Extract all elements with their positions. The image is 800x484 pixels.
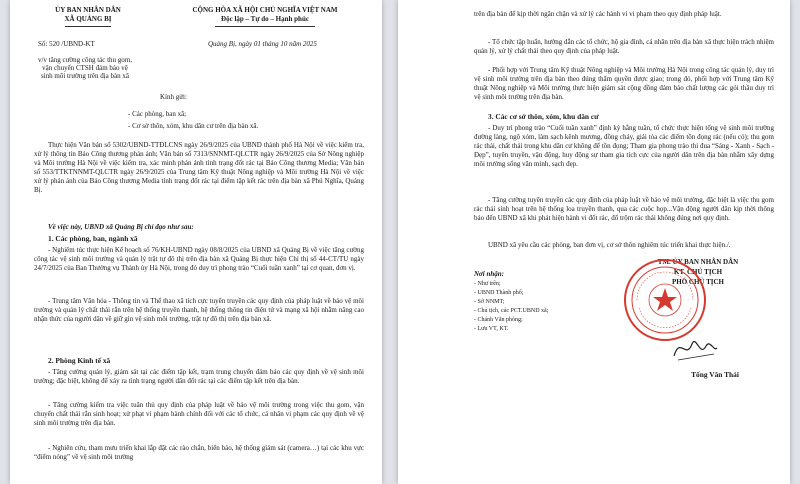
agency-name: ỦY BAN NHÂN DÂN <box>55 6 121 14</box>
signer-title-1: TM. ỦY BAN NHÂN DÂN <box>657 258 739 266</box>
nation-title: CỘNG HÒA XÃ HỘI CHỦ NGHĨA VIỆT NAM <box>192 6 338 14</box>
continued-paragraph: trên địa bàn để kịp thời ngăn chặn và xử lý các hành vi vi phạm theo quy định pháp luật. <box>474 10 722 18</box>
recipients-label: Nơi nhận: <box>474 270 505 278</box>
section-3-heading: 3. Các cơ sở thôn, xóm, khu dân cư <box>488 112 599 121</box>
section-2-paragraph-1: - Tăng cường quản lý, giám sát tại các điểm tập kết, trạm trung chuyển đảm bảo các quy định về vệ sinh môi trường; đặc biệt, không để xảy ra tình trạng người dân đốt rác tại các điểm tập kết trên địa bàn. <box>34 368 364 386</box>
recipient-item: - UBND Thành phố; <box>474 290 524 296</box>
document-date: Quảng Bị, ngày 01 tháng 10 năm 2025 <box>208 40 317 48</box>
signer-title-3: PHÓ CHỦ TỊCH <box>672 278 724 286</box>
addressee-item-2: - Cơ sở thôn, xóm, khu dân cư trên địa bàn xã. <box>128 122 259 130</box>
training-paragraph: - Tổ chức tập huấn, hướng dẫn các tổ chức, hộ gia đình, cá nhân trên địa bàn xã thực hiện trách nhiệm quản lý, xử lý chất thải theo quy định của pháp luật. <box>474 38 774 56</box>
section-2-paragraph-3: - Nghiên cứu, tham mưu triển khai lắp đặt các rào chắn, biển báo, hệ thống giám sát (camera…) tại các khu vực “điểm nóng” về vệ sinh môi trường <box>34 444 364 462</box>
handwritten-signature <box>670 330 720 368</box>
section-3-paragraph-2: - Tăng cường tuyên truyền các quy định của pháp luật về bảo vệ môi trường, đặc biệt là việc thu gom rác thải sinh hoạt trên hệ thống loa truyền thanh, qua các cuộc họp...Vận động người dân kịp thời thông báo đến UBND xã khi phát hiện hành vi đốt rác, đổ trộm rác thải không đúng nơi quy định. <box>474 196 774 223</box>
section-1-heading: 1. Các phòng, ban, ngành xã <box>48 234 138 243</box>
header-underline-right <box>215 26 315 27</box>
addressee-item-1: - Các phòng, ban xã; <box>128 110 187 118</box>
recipient-item: - Chủ tịch, các PCT.UBND xã; <box>474 308 549 314</box>
subject-line-3: sinh môi trường trên địa bàn xã <box>41 72 129 80</box>
closing-paragraph: UBND xã yêu cầu các phòng, ban đơn vị, cơ sở thôn nghiêm túc triển khai thực hiện./. <box>488 241 731 249</box>
document-number: Số: 520 /UBND-KT <box>38 40 95 48</box>
subject-line-1: v/v tăng cường công tác thu gom, <box>37 56 132 64</box>
recipient-item: - Sở NNMT; <box>474 299 505 305</box>
header-underline-left <box>65 26 111 27</box>
signer-name: Tống Văn Thái <box>691 370 739 379</box>
coordination-paragraph: - Phối hợp với Trung tâm Kỹ thuật Nông nghiệp và Môi trường Hà Nội trong công tác quản lý, duy trì vệ sinh môi trường trên địa bàn theo đúng thẩm quyền được giao; trong đó, phối hợp với Trung tâm Kỹ thuật Nông nghiệp và Môi trường thực hiện giám sát cộng đồng đảm bảo chất lượng các gói thầu duy trì vệ sinh môi trường trên địa bàn. <box>474 66 774 102</box>
recipient-item: - Chánh Văn phòng; <box>474 317 523 323</box>
recipient-item: - Lưu VT, KT. <box>474 326 509 332</box>
subject-line-2: vận chuyển CTSH đảm bảo vệ <box>42 64 128 72</box>
directive-line: Về việc này, UBND xã Quảng Bị chỉ đạo như sau: <box>48 223 194 231</box>
addressee-label: Kính gửi: <box>160 93 187 101</box>
intro-paragraph: Thực hiện Văn bản số 5302/UBND-TTĐLCNS ngày 26/9/2025 của UBND thành phố Hà Nội về việc kiểm tra, xử lý thông tin Báo Công thương phản ánh; Văn bản số 7313/SNNMT-QLCTR ngày 26/9/2025 của Sở Nông nghiệp và Môi trường Hà Nội về việc kiểm tra, xác minh phản ánh tình trạng đốt rác tại Báo Công thương Media; Văn bản số 553/TTKTNNMT-QLCTR ngày 26/9/2025 của Trung tâm Kỹ thuật Nông nghiệp và Môi trường Hà Nội về việc xử lý phản ánh của Báo Công thương Media tình trạng đốt rác tại điểm tập kết rác trên địa bàn xã Phú Nghĩa, Quảng Bị. <box>34 141 364 195</box>
signer-title-2: KT. CHỦ TỊCH <box>673 268 723 276</box>
recipient-item: - Như trên; <box>474 281 501 287</box>
nation-motto: Độc lập – Tự do – Hạnh phúc <box>221 15 309 23</box>
section-2-heading: 2. Phòng Kinh tế xã <box>48 356 111 365</box>
section-1-paragraph-2: - Trung tâm Văn hóa - Thông tin và Thể thao xã tích cực tuyên truyền các quy định của pháp luật về bảo vệ môi trường và quản lý chất thải rắn trên hệ thống truyền thanh, hệ thống thông tin điện tử và mạng xã hội nhằm nâng cao nhận thức của người dân về giữ gìn vệ sinh môi trường, trật tự đô thị trên địa bàn xã. <box>34 297 364 324</box>
section-1-paragraph-1: - Nghiêm túc thực hiện Kế hoạch số 76/KH-UBND ngày 08/8/2025 của UBND xã Quảng Bị về việc tăng cường công tác vệ sinh môi trường và quản lý trật tự đô thị trên địa bàn xã Quảng Bị thực hiện Chỉ thị số 44-CT/TU ngày 24/7/2025 của Ban Thường vụ Thành ủy Hà Nội, trong đó duy trì phong trào “Cuối tuần xanh” tại cơ quan, đơn vị. <box>34 246 364 273</box>
document-page-2 <box>398 0 790 484</box>
section-3-paragraph-1: - Duy trì phong trào “Cuối tuần xanh” định kỳ hằng tuần, tổ chức thực hiện tổng vệ sinh môi trường đường làng, ngõ xóm, làm sạch kênh mương, đồng chảy, giải tỏa các điểm tồn đọng rác (nếu có); thu gom rác thải, chất thải trong khu dân cư không để tồn đọng; Tham gia phong trào thi đua “Sáng - Xanh - Sạch - Đẹp”, tuyên truyền, vận động, huy động sự tham gia tích cực của người dân trên địa bàn nhằm xây dựng môi trường sống văn minh, sạch đẹp. <box>474 124 774 169</box>
section-2-paragraph-2: - Tăng cường kiểm tra việc tuân thủ quy định của pháp luật về bảo vệ môi trường trong việc thu gom, vận chuyển chất thải rắn sinh hoạt; xử phạt vi phạm hành chính đối với các tổ chức, cá nhân vi phạm các quy định về vệ sinh môi trường trên địa bàn. <box>34 401 364 428</box>
commune-name: XÃ QUẢNG BỊ <box>64 15 112 23</box>
document-page-1 <box>10 0 382 484</box>
